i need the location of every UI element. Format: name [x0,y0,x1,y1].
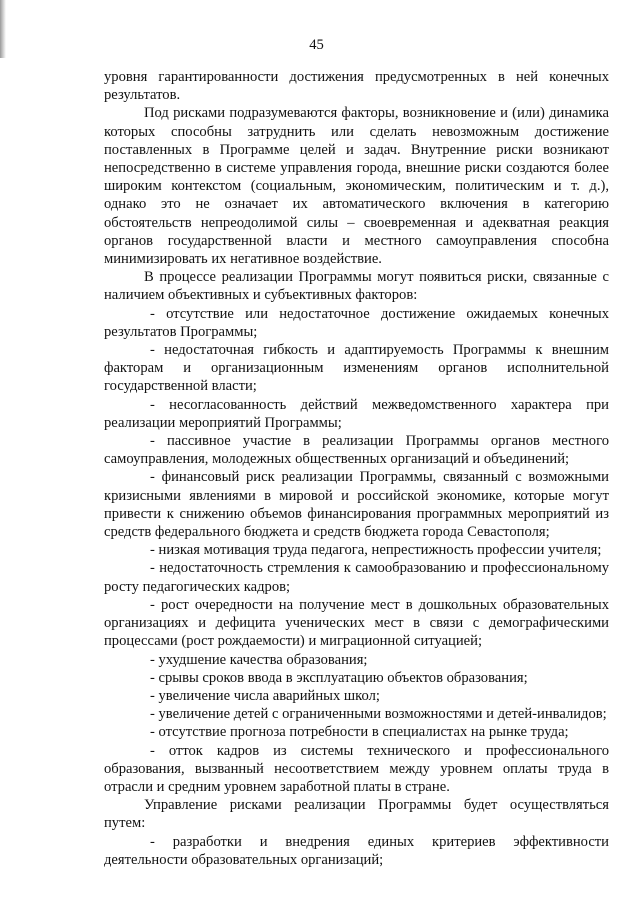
list-item: - увеличение детей с ограниченными возможностями и детей-инвалидов; [150,706,607,723]
paragraph: уровня гарантированности достижения предусмотренных в ней конечных результатов. [104,69,609,104]
paragraph: Управление рисками реализации Программы будет осуществляться путем: [104,797,609,832]
paragraph: Под рисками подразумеваются факторы, возникновение и (или) динамика которых способны затруднить или сделать невозможным достижение поставленных в Программе целей и задач. Внутренние риски возникают непосредственно в системе управления города, внешние риски создаются более широким контекстом (социальным, экономическим, политическим и т. д.), однако это не означает их автоматического включения в категорию обстоятельств непреодолимой силы – своевременная и адекватная реакция органов государственной власти и местного самоуправления способна минимизировать их негативное воздействие. [104,105,609,268]
list-item: - несогласованность действий межведомственного характера при реализации мероприятий Программы; [104,396,609,431]
page-number: 45 [309,37,324,53]
list-item: - рост очередности на получение мест в дошкольных образовательных организациях и дефицита ученических мест в связи с демографическими процессами (рост рождаемости) и миграционной ситуацией; [104,596,609,650]
list-item: - низкая мотивация труда педагога, непрестижность профессии учителя; [150,542,602,559]
list-item: - отток кадров из системы технического и профессионального образования, вызванный несоответствием между уровнем оплаты труда в отрасли и средним уровнем заработной платы в стране. [104,742,609,795]
list-item: - недостаточная гибкость и адаптируемость Программы к внешним факторам и организационным изменениям органов исполнительной государственной власти; [104,342,609,395]
list-item: - финансовый риск реализации Программы, связанный с возможными кризисными явлениями в мировой и российской экономике, которые могут привести к снижению объемов финансирования программных мероприятий из средств федерального бюджета и средств бюджета города Севастополя; [104,469,609,541]
list-item: - отсутствие или недостаточное достижение ожидаемых конечных результатов Программы; [104,305,609,340]
list-item: - разработки и внедрения единых критериев эффективности деятельности образовательных организаций; [104,833,609,868]
list-item: - срывы сроков ввода в эксплуатацию объектов образования; [150,669,528,686]
list-item: - отсутствие прогноза потребности в специалистах на рынке труда; [150,724,569,741]
list-item: - пассивное участие в реализации Программы органов местного самоуправления, молодежных общественных организаций и объединений; [104,433,609,468]
document-body [104,68,609,869]
list-item: - недостаточность стремления к самообразованию и профессиональному росту педагогических кадров; [104,560,609,595]
list-item: - ухудшение качества образования; [150,651,368,668]
paragraph: В процессе реализации Программы могут появиться риски, связанные с наличием объективных и субъективных факторов: [104,269,609,304]
list-item: - увеличение числа аварийных школ; [150,687,380,704]
